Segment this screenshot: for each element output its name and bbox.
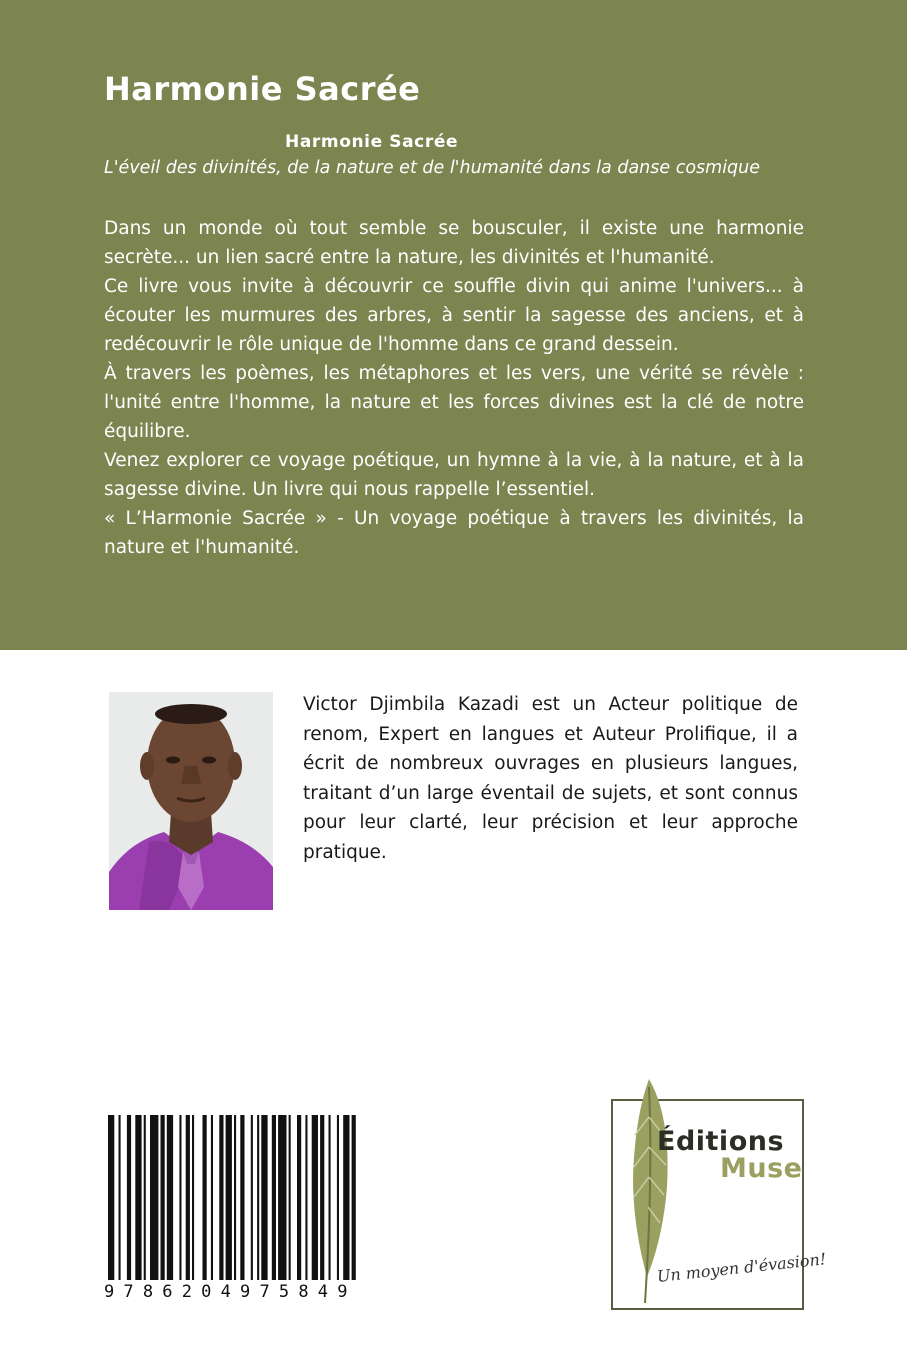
barcode-bar [179, 1115, 181, 1280]
barcode-bar [251, 1115, 253, 1280]
barcode-bar [226, 1115, 232, 1280]
barcode-bar [337, 1115, 339, 1280]
barcode-bar [127, 1115, 131, 1280]
barcode-bar [161, 1115, 165, 1280]
barcode-bar [135, 1115, 141, 1280]
book-blurb [104, 214, 804, 562]
publisher-logo [611, 1099, 828, 1310]
book-title: Harmonie Sacrée [104, 70, 421, 108]
barcode-bar [186, 1115, 190, 1280]
barcode-bar [234, 1115, 236, 1280]
barcode-bar [305, 1115, 307, 1280]
isbn-barcode [106, 1115, 418, 1305]
blurb-paragraph: « L’Harmonie Sacrée » - Un voyage poétique à travers les divinités, la nature et l'humanité. [104, 508, 804, 558]
barcode-bar [289, 1115, 291, 1280]
barcode-bar [329, 1115, 331, 1280]
book-subtitle: Harmonie Sacrée [285, 132, 459, 152]
cover-top-panel [0, 0, 907, 650]
publisher-slogan: Un moyen d'évasion! [656, 1249, 828, 1286]
barcode-bar [167, 1115, 173, 1280]
barcode-bar [320, 1115, 324, 1280]
barcode-bar [272, 1115, 276, 1280]
barcode-bar [211, 1115, 213, 1280]
barcode-bar [144, 1115, 146, 1280]
barcode-bar [203, 1115, 207, 1280]
author-bio: Victor Djimbila Kazadi est un Acteur politique de renom, Expert en langues et Auteur Prolifique, il a écrit de nombreux ouvrages en plusieurs langues, traitant d’un large éventail de sujets, et sont connus pour leur clarté, leur précision et leur approche pratique. [303, 694, 798, 863]
publisher-name-line1: Éditions [657, 1126, 785, 1157]
barcode-bar [352, 1115, 356, 1280]
blurb-paragraph: Dans un monde où tout semble se bousculer, il existe une harmonie secrète... un lien sacré entre la nature, les divinités et l'humanité. [104, 218, 804, 268]
barcode-bar [257, 1115, 259, 1280]
barcode-bar [312, 1115, 318, 1280]
barcode-bar [150, 1115, 158, 1280]
book-tagline: L'éveil des divinités, de la nature et de l'humanité dans la danse cosmique [104, 158, 761, 178]
author-photo [109, 692, 273, 910]
blurb-paragraph: Ce livre vous invite à découvrir ce souffle divin qui anime l'univers... à écouter les murmures des arbres, à sentir la sagesse des anciens, et à redécouvrir le rôle unique de l'homme dans ce grand dessein. [104, 276, 804, 355]
blurb-paragraph: Venez explorer ce voyage poétique, un hymne à la vie, à la nature, et à la sagesse divine. Un livre qui nous rappelle l’essentiel. [104, 450, 804, 500]
barcode-bar [192, 1115, 194, 1280]
isbn-digits: 9786204975849 [104, 1282, 357, 1302]
barcode-bar [240, 1115, 244, 1280]
barcode-bar [261, 1115, 267, 1280]
barcode-bar [219, 1115, 223, 1280]
barcode-bar [278, 1115, 286, 1280]
blurb-paragraph: À travers les poèmes, les métaphores et les vers, une vérité se révèle : l'unité entre l'homme, la nature et les forces divines est la clé de notre équilibre. [104, 363, 804, 442]
barcode-bar [108, 1115, 114, 1280]
barcode-bar [297, 1115, 301, 1280]
barcode-bar [119, 1115, 121, 1280]
barcode-bar [343, 1115, 349, 1280]
publisher-name-line2: Muse [720, 1153, 803, 1184]
